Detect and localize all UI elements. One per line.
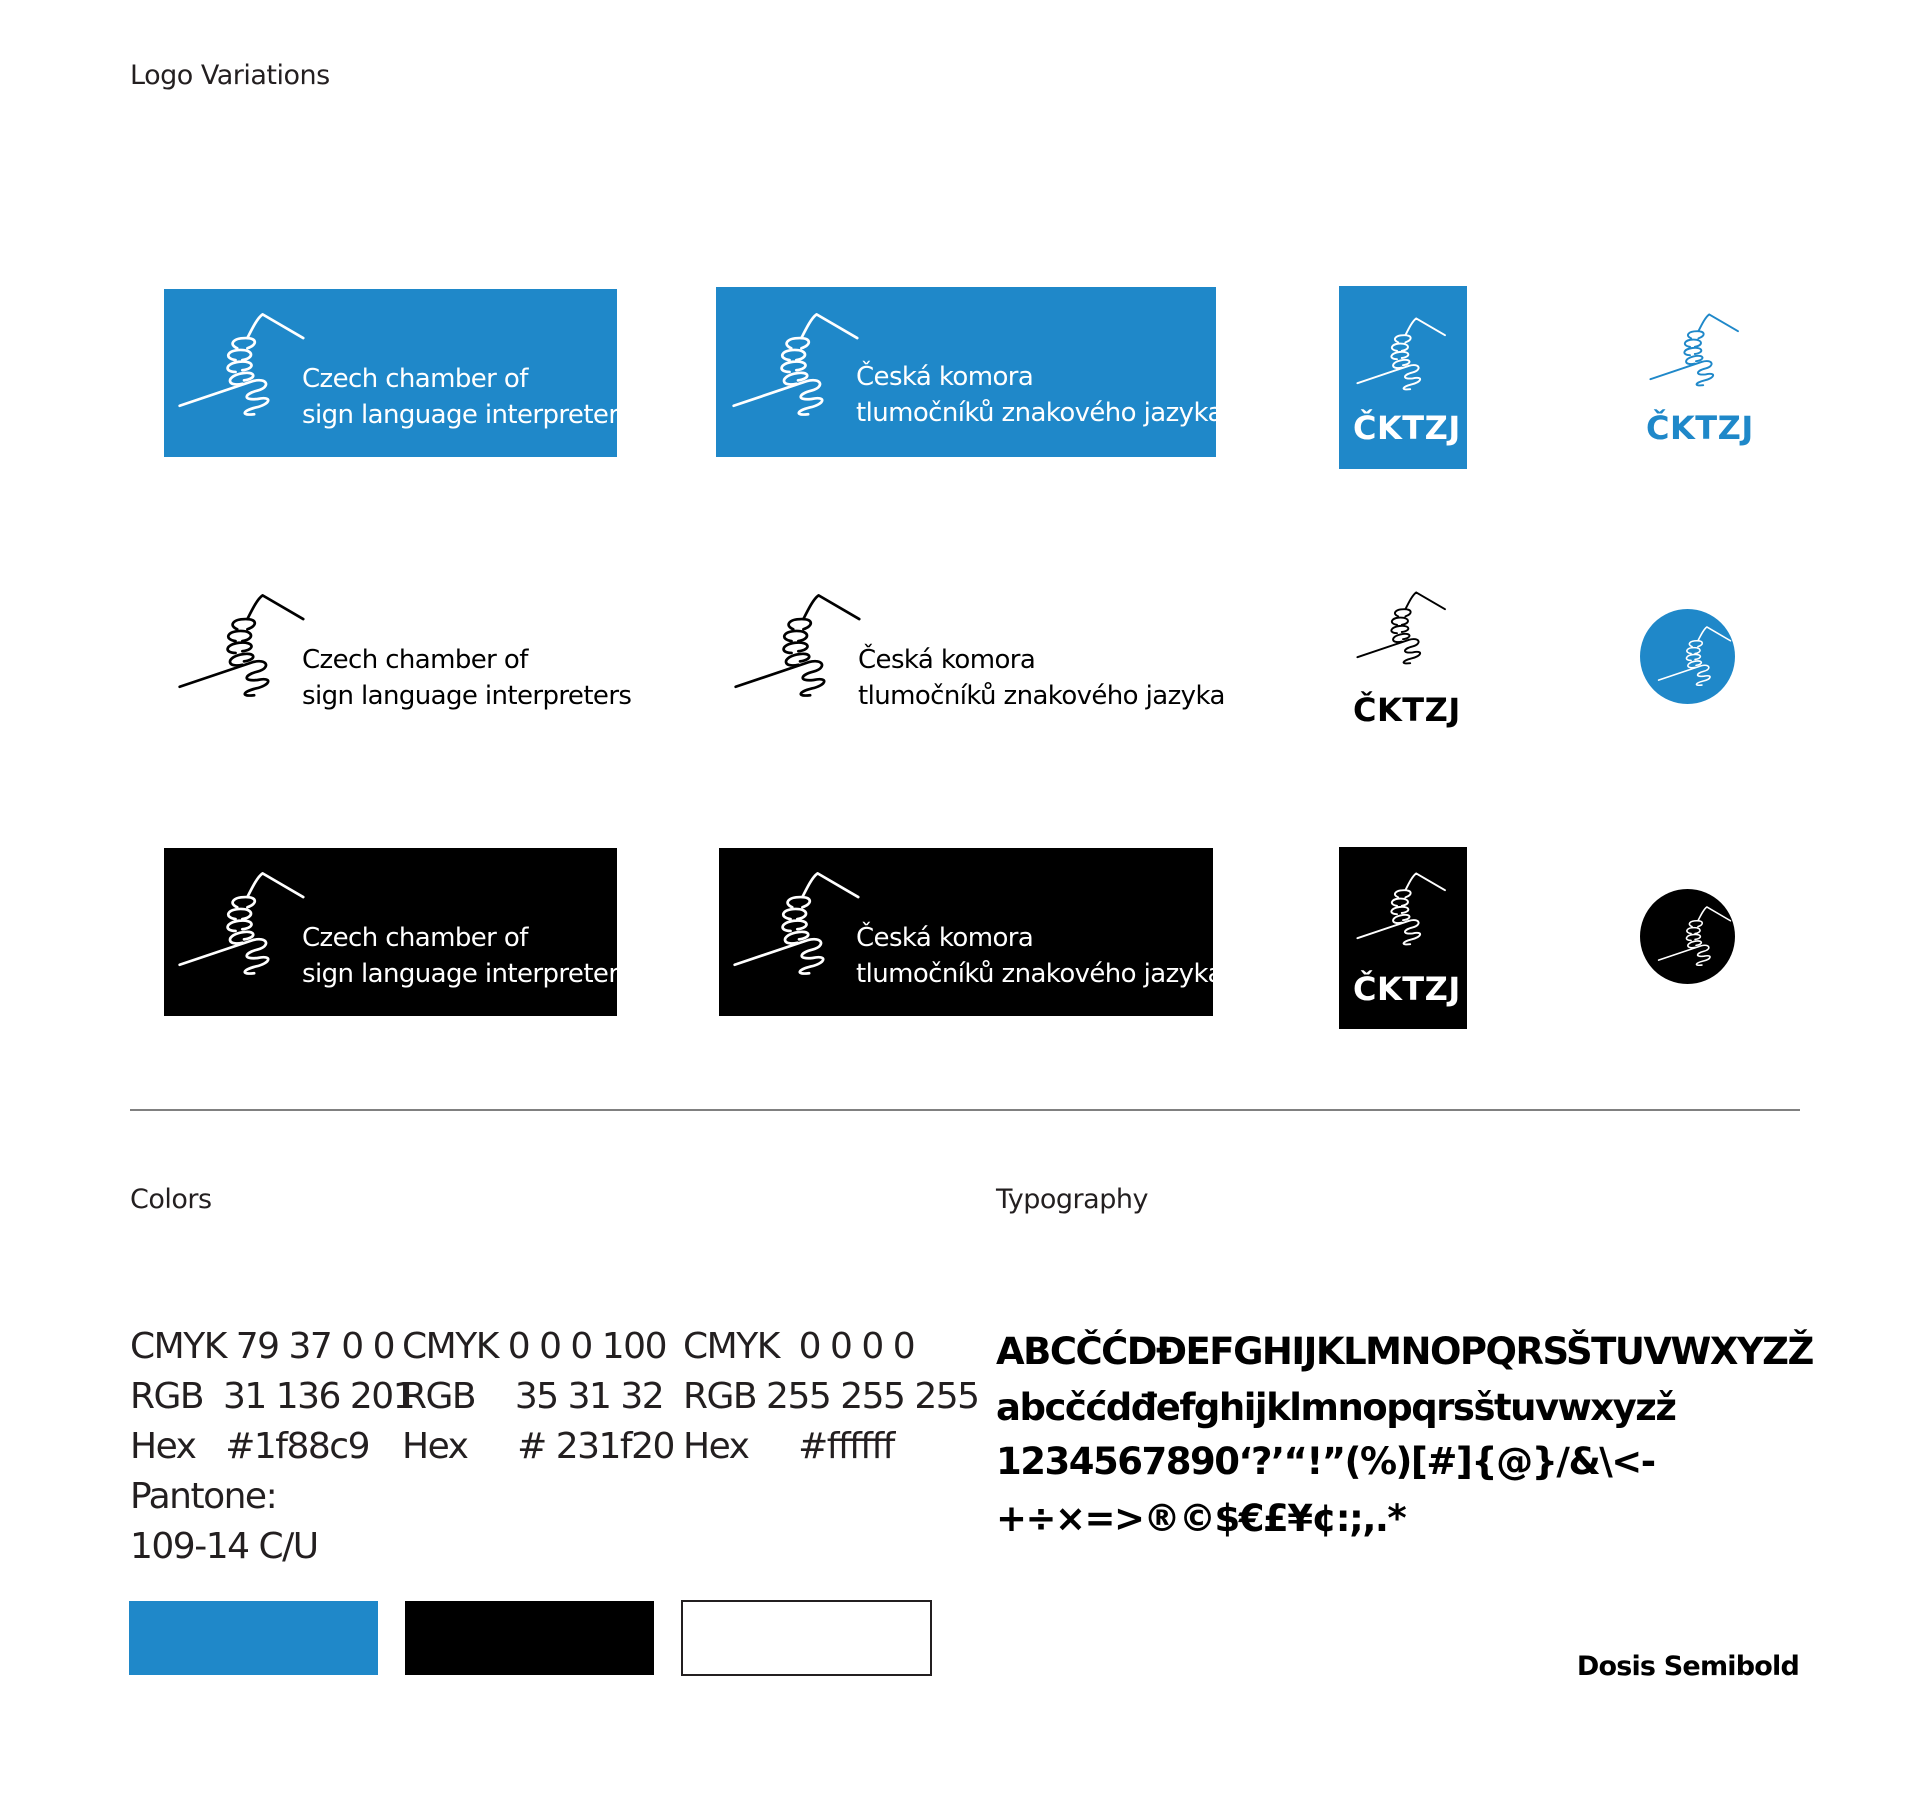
logo-abbr: ČKTZJ [1353, 691, 1461, 729]
color-spec-blue [130, 1322, 414, 1572]
logo-text-line1: Česká komora [856, 923, 1034, 953]
logo-text-line2: tlumočníků znakového jazyka [858, 681, 1225, 711]
logo-circle-black [1640, 889, 1735, 984]
color-swatch-black [405, 1601, 654, 1675]
color-spec-white [683, 1322, 979, 1472]
color-swatch-blue [129, 1601, 378, 1675]
hex-value: Hex #ffffff [683, 1426, 894, 1467]
logo-text-line2: sign language interpreters [302, 959, 632, 989]
hex-value: Hex #1f88c9 [130, 1426, 369, 1467]
section-title-logo-variations: Logo Variations [130, 60, 330, 91]
logo-text-line2: sign language interpreters [302, 400, 632, 430]
hand-sign-icon [1353, 316, 1453, 394]
color-spec-black [402, 1322, 674, 1472]
cmyk-value: CMYK 0 0 0 100 [402, 1326, 666, 1367]
typography-symbols: +÷×=>®©$€£¥¢:;,.* [996, 1497, 1406, 1540]
cmyk-value: CMYK 79 37 0 0 [130, 1326, 394, 1367]
rgb-value: RGB 255 255 255 [683, 1376, 979, 1417]
hand-sign-icon [1656, 625, 1735, 689]
hand-sign-icon [1353, 871, 1453, 949]
hand-sign-icon [729, 870, 869, 980]
logo-czech-white [716, 570, 1225, 740]
logo-czech-blue [716, 287, 1223, 457]
font-name: Dosis Semibold [1576, 1651, 1799, 1682]
section-divider [130, 1109, 1800, 1111]
logo-text-line2: sign language interpreters [302, 681, 632, 711]
logo-english-black [164, 848, 632, 1016]
logo-abbr-blue-square [1339, 286, 1467, 469]
pantone-value: 109-14 C/U [130, 1526, 318, 1567]
logo-text-line2: tlumočníků znakového jazyka [856, 398, 1223, 428]
hand-sign-icon [728, 311, 868, 421]
logo-abbr: ČKTZJ [1353, 970, 1461, 1008]
logo-abbr: ČKTZJ [1646, 409, 1754, 447]
rgb-value: RGB 35 31 32 [402, 1376, 664, 1417]
logo-english-blue [164, 289, 632, 457]
logo-abbr-blue-outline [1640, 300, 1754, 460]
hand-sign-icon [1646, 312, 1746, 390]
hand-sign-icon [730, 592, 870, 702]
typography-uppercase: ABCČĆDĐEFGHIJKLMNOPQRSŠTUVWXYZŽ [996, 1330, 1813, 1373]
logo-text-line2: tlumočníků znakového jazyka [856, 959, 1223, 989]
logo-circle-blue [1640, 609, 1735, 704]
logo-text-line1: Czech chamber of [302, 923, 528, 953]
hex-value: Hex # 231f20 [402, 1426, 674, 1467]
logo-abbr: ČKTZJ [1353, 409, 1461, 447]
logo-abbr-black-square [1339, 847, 1467, 1029]
logo-text-line1: Czech chamber of [302, 364, 528, 394]
logo-text-line1: Česká komora [856, 362, 1034, 392]
section-title-typography: Typography [996, 1184, 1148, 1215]
rgb-value: RGB 31 136 201 [130, 1376, 415, 1417]
logo-english-white [164, 570, 632, 738]
logo-abbr-black-outline [1339, 570, 1467, 753]
logo-text-line1: Czech chamber of [302, 645, 528, 675]
logo-text-line1: Česká komora [858, 645, 1036, 675]
logo-czech-black [719, 848, 1223, 1016]
hand-sign-icon [174, 311, 314, 421]
pantone-label: Pantone: [130, 1476, 277, 1517]
hand-sign-icon [1353, 590, 1453, 668]
hand-sign-icon [1656, 905, 1735, 969]
typography-digits: 1234567890‘?’“!”(%)[#]{@}/&\<- [996, 1440, 1655, 1483]
color-swatch-white [681, 1600, 932, 1676]
cmyk-value: CMYK 0 0 0 0 [683, 1326, 915, 1367]
typography-lowercase: abcčćdđefghijklmnopqrsštuvwxyzž [996, 1386, 1676, 1429]
section-title-colors: Colors [130, 1184, 212, 1215]
hand-sign-icon [174, 592, 314, 702]
hand-sign-icon [174, 870, 314, 980]
